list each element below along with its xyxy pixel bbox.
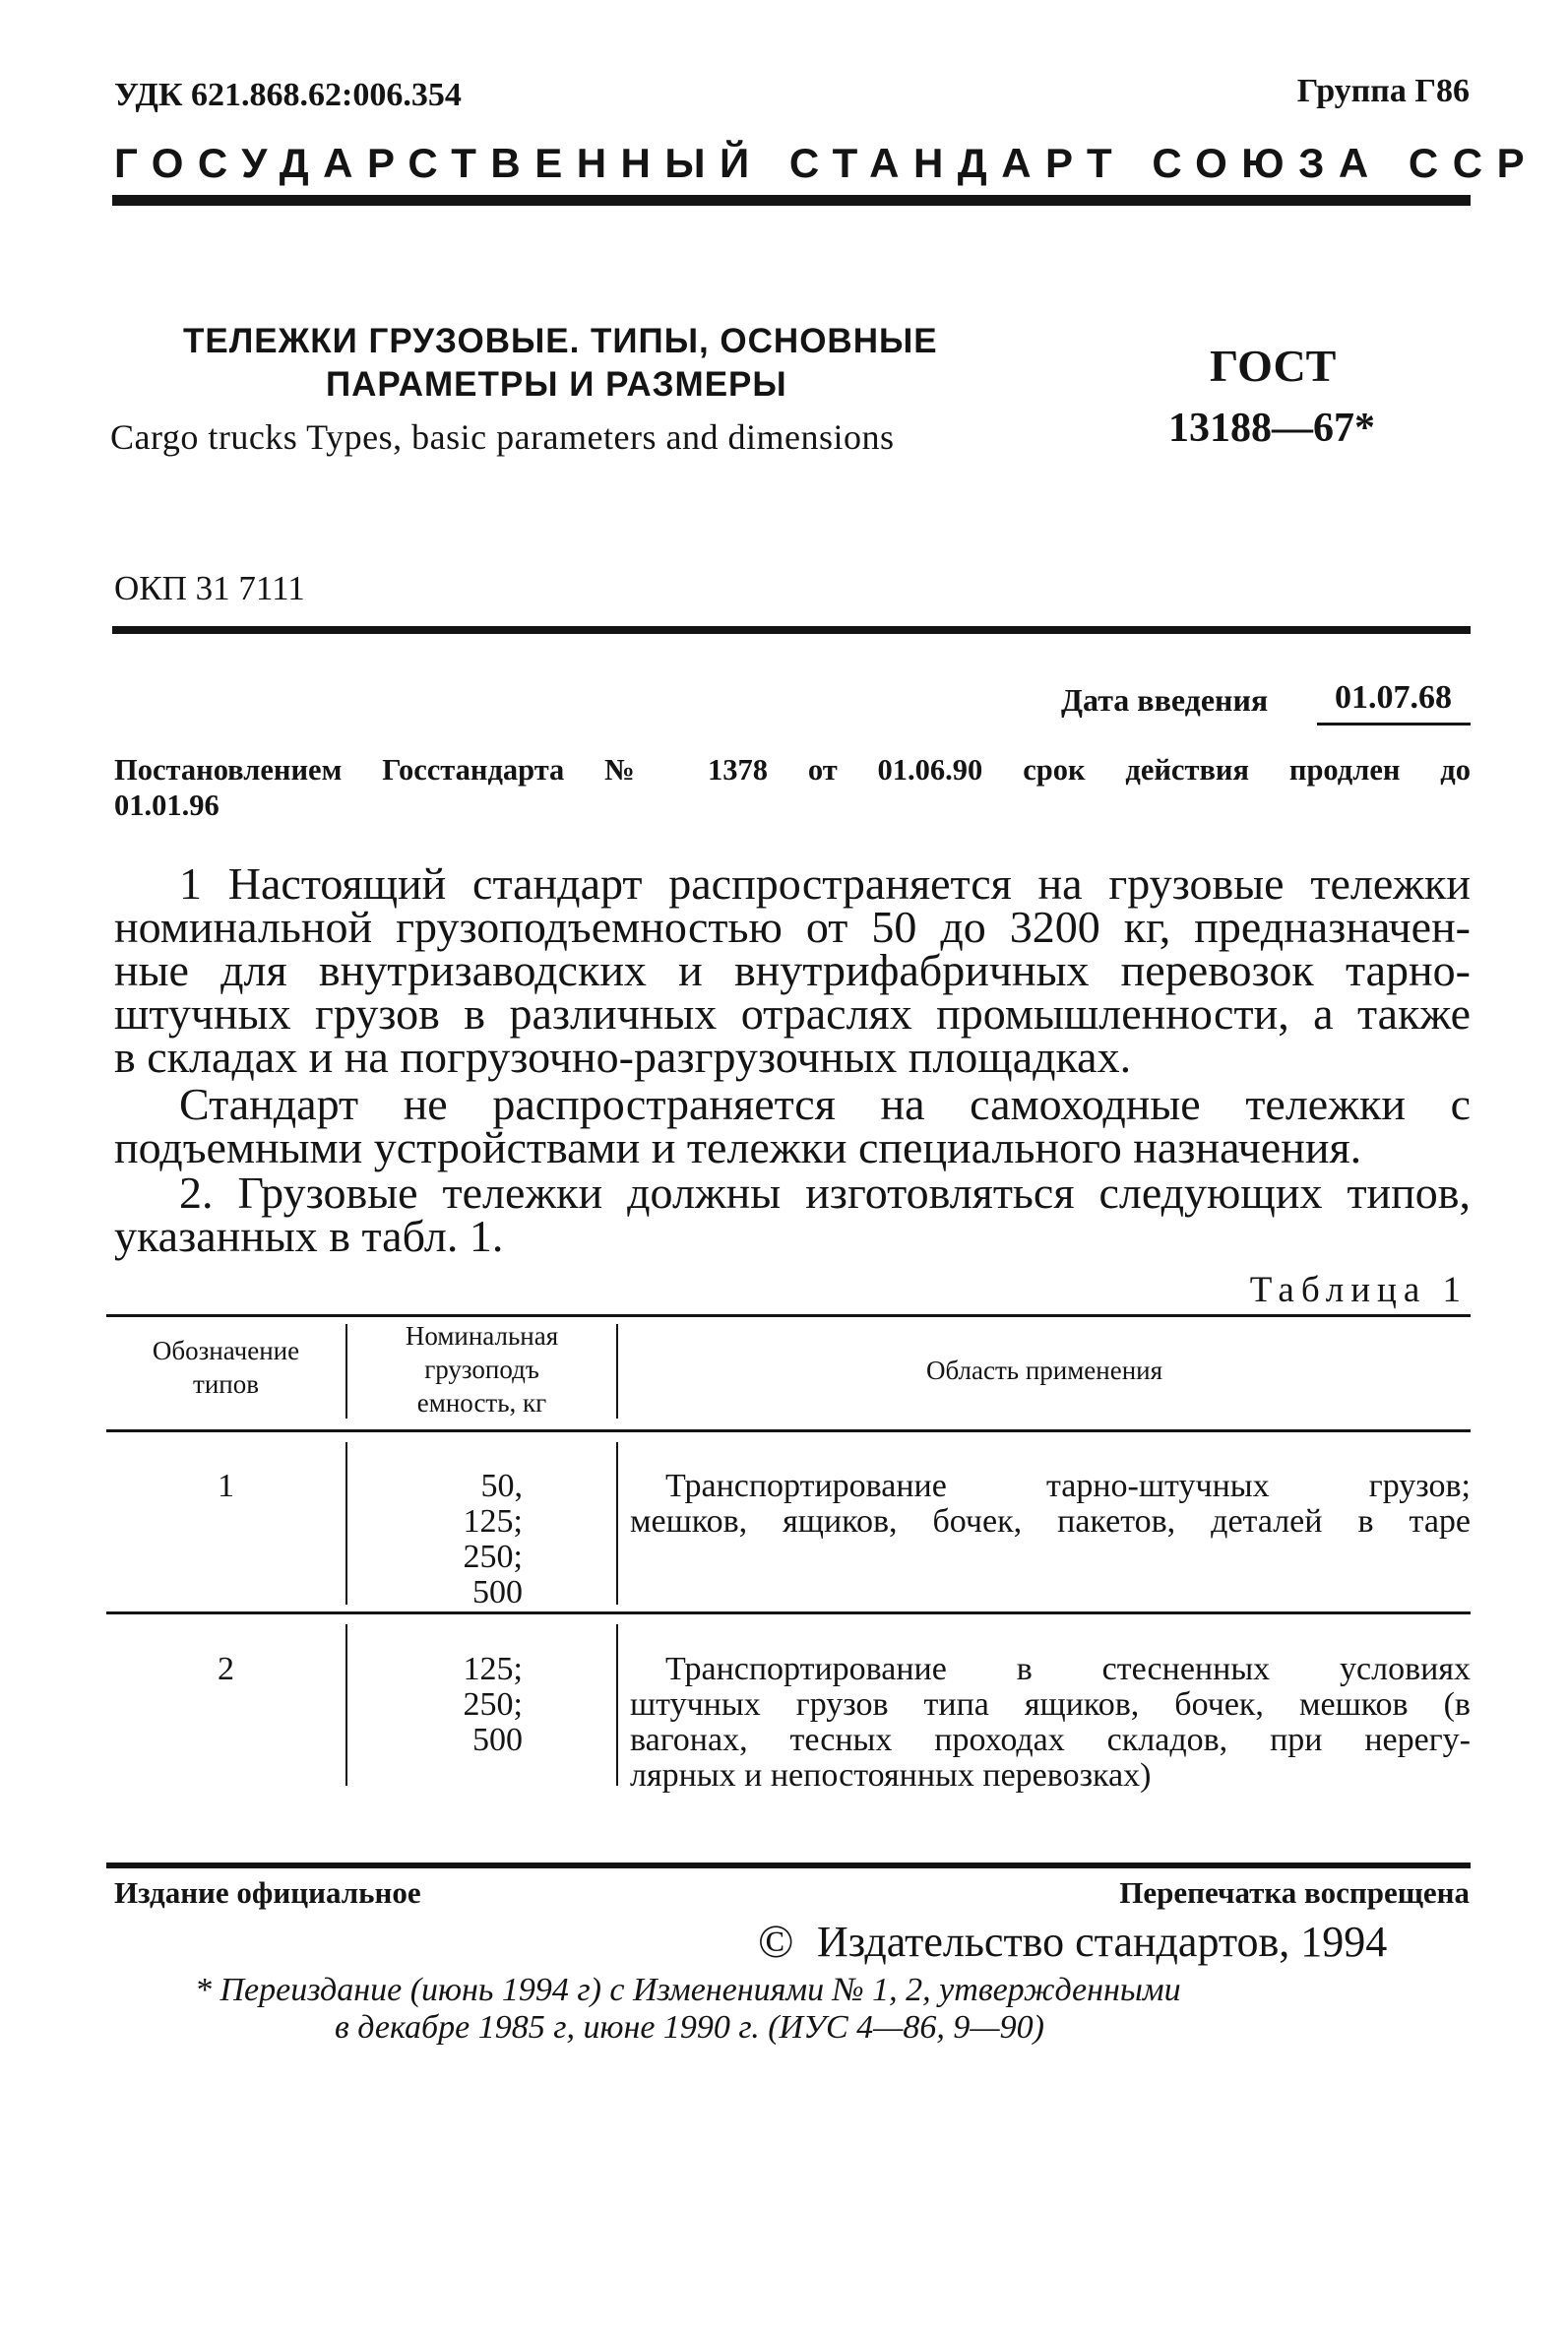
gost-number: 13188—67* [1168, 406, 1375, 451]
area-line: мешков, ящиков, бочек, пакетов, деталей в таре [630, 1503, 1471, 1540]
capacity-value: 125; [463, 1503, 523, 1540]
table-header-type [106, 1334, 345, 1401]
paragraph-line: 2. Грузовые тележки должны изготовляться следующих типов, [179, 1168, 1471, 1218]
reissue-note-line-1: * Переиздание (июнь 1994 г) с Изменениями № 1, 2, утвержденными [195, 1972, 1181, 2008]
table-cell-area [630, 1652, 1471, 1794]
official-edition: Издание официальное [114, 1875, 421, 1910]
header-line: емность, кг [416, 1388, 547, 1418]
table-cell-capacity [347, 1652, 523, 1758]
paragraph-3 [114, 1168, 1471, 1261]
copyright-symbol: © [758, 1916, 794, 1968]
paragraph-line: Стандарт не распространяется на самоходные тележки с [179, 1079, 1471, 1129]
capacity-value: 250; [463, 1686, 523, 1723]
table-row-rule [106, 1611, 1471, 1614]
state-standard-banner: ГОСУДАРСТВЕННЫЙ СТАНДАРТ СОЮЗА ССР [114, 140, 1539, 186]
group-code: Группа Г86 [1296, 73, 1470, 109]
paragraph-line: ные для внутризаводских и внутрифабричных перевозок тарно- [114, 945, 1471, 995]
table-cell-area [630, 1469, 1471, 1540]
table-col-divider [616, 1442, 618, 1605]
table-cell-type: 2 [218, 1651, 234, 1687]
publisher-line: Издательство стандартов, 1994 [817, 1918, 1388, 1966]
intro-date-label: Дата введения [1061, 682, 1269, 718]
capacity-value: 500 [472, 1574, 523, 1610]
header-line: грузоподъ [424, 1355, 539, 1384]
area-line: Транспортирование в стесненных условиях [665, 1651, 1471, 1687]
capacity-value: 50, [480, 1468, 523, 1504]
okp-rule [112, 626, 1471, 634]
title-english: Cargo trucks Types, basic parameters and dimensions [110, 417, 895, 457]
udc-code: УДК 621.868.62:006.354 [114, 77, 462, 113]
area-line: Транспортирование тарно-штучных грузов; [665, 1468, 1471, 1504]
table-top-rule [106, 1314, 1471, 1317]
capacity-value: 250; [463, 1539, 523, 1575]
footer-rule [106, 1862, 1471, 1868]
header-rule [112, 195, 1471, 206]
intro-date-value: 01.07.68 [1335, 679, 1452, 716]
capacity-value: 125; [463, 1651, 523, 1687]
paragraph-line: указанных в табл. 1. [114, 1211, 504, 1261]
okp-code: ОКП 31 7111 [114, 569, 305, 607]
decree-line-2: 01.01.96 [114, 789, 220, 822]
paragraph-line: штучных грузов в различных отраслях промышленности, а также [114, 988, 1471, 1039]
paragraph-line: подъемными устройствами и тележки специального назначения. [114, 1122, 1362, 1172]
table-caption: Таблица 1 [1249, 1270, 1468, 1310]
reprint-prohibited: Перепечатка воспрещена [1119, 1875, 1470, 1910]
table-col-divider [616, 1624, 618, 1786]
table-header-area: Область применения [925, 1356, 1163, 1385]
paragraph-1 [114, 858, 1471, 1082]
gost-label: ГОСТ [1210, 341, 1337, 391]
table-header-capacity [347, 1319, 616, 1420]
paragraph-line: в складах и на погрузочно-разгрузочных площадках. [114, 1032, 1132, 1082]
reissue-note-line-2: в декабре 1985 г, июне 1990 г. (ИУС 4—86, 9—90) [335, 2009, 1044, 2046]
capacity-value: 500 [472, 1722, 523, 1758]
table-cell-type: 1 [218, 1468, 234, 1504]
decree-line-1: Постановлением Госстандарта № 1378 от 01.06.90 срок действия продлен до [114, 753, 1471, 787]
area-line: вагонах, тесных проходах складов, при нерегу- [630, 1722, 1471, 1758]
table-cell-capacity [347, 1469, 523, 1610]
intro-date-underline [1317, 723, 1471, 726]
area-line: штучных грузов типа ящиков, бочек, мешков (в [630, 1686, 1471, 1723]
header-line: Номинальная [405, 1321, 559, 1351]
header-line: Обозначение [152, 1336, 300, 1365]
paragraph-line: номинальной грузоподъемностью от 50 до 3200 кг, предназначен- [114, 902, 1471, 952]
table-header-rule [106, 1429, 1471, 1432]
title-line-1: ТЕЛЕЖКИ ГРУЗОВЫЕ. ТИПЫ, ОСНОВНЫЕ [183, 322, 938, 360]
paragraph-2 [114, 1079, 1471, 1172]
header-line: типов [193, 1369, 259, 1399]
title-line-2: ПАРАМЕТРЫ И РАЗМЕРЫ [326, 365, 787, 404]
paragraph-line: 1 Настоящий стандарт распространяется на грузовые тележки [179, 858, 1471, 909]
area-line: лярных и непостоянных перевозках) [630, 1757, 1152, 1794]
